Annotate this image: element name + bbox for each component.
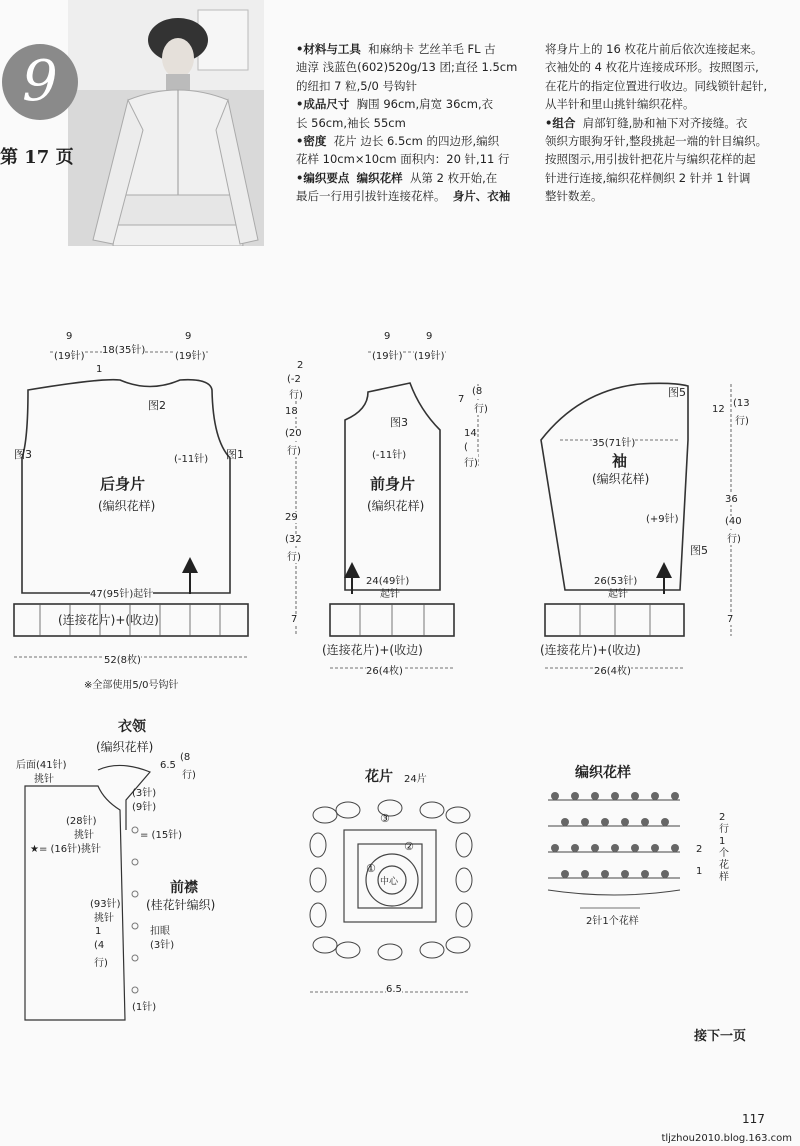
placket-dim-1: 1: [95, 926, 102, 937]
sleeve-cast-on: 26(53针): [594, 576, 638, 587]
continued-next-page: 接下一页: [694, 1029, 747, 1044]
sleeve-band-width: 26(4枚): [594, 662, 631, 677]
assembly-line: 按照图示,用引拔针把花片与编织花样的起: [545, 152, 756, 167]
sleeve-dim-7: 7: [727, 614, 734, 625]
placket-title: 前襟: [170, 880, 198, 896]
front-dim-8-unit: 行): [474, 400, 488, 415]
collar-star-16sts: ★= (16针)挑针: [30, 844, 102, 855]
back-fig2-label: 图2: [148, 399, 166, 412]
instruction-line: 从半针和里山挑针编织花样。: [545, 97, 695, 112]
stitch-pattern-title: 编织花样: [575, 765, 631, 781]
dim-29: 29: [285, 512, 298, 523]
size-line: 长 56cm,袖长 55cm: [296, 115, 406, 130]
collar-title: 衣领: [118, 719, 146, 735]
front-dec-label: (-11针): [372, 450, 407, 461]
stitch-rep-char: 2: [719, 812, 726, 823]
materials-line: 和麻纳卡 艺丝羊毛 FL 古: [368, 42, 496, 56]
sleeve-cast-on-label: 起针: [608, 589, 628, 600]
sleeve-band-label: (连接花片)+(收边): [540, 643, 641, 657]
sleeve-dim-36: 36: [725, 494, 738, 505]
motif-round-2: ②: [404, 840, 414, 853]
gauge-line: 花片 边长 6.5cm 的四边形,编织: [333, 134, 500, 149]
collar-15sts: = (15针): [140, 830, 183, 841]
key-points-line: 最后一行用引拔针连接花样。: [296, 189, 446, 204]
dim-18: 18: [285, 406, 298, 417]
placket-93sts-label: 挑针: [94, 913, 114, 924]
front-cast-on: 24(49针): [366, 576, 410, 587]
buttonhole-label: 扣眼: [150, 926, 170, 937]
front-width: 26(4枚): [366, 662, 403, 677]
back-subtitle: (编织花样): [98, 499, 156, 513]
sleeve-dim-12: 12: [712, 404, 725, 415]
collar-height-rows-unit: 行): [182, 770, 196, 781]
back-title: 后身片: [100, 475, 146, 493]
collar-height-rows: (8: [180, 752, 191, 763]
sleeve-subtitle: (编织花样): [592, 472, 650, 486]
front-band-label: (连接花片)+(收边): [322, 643, 423, 657]
footer-url: tljzhou2010.blog.163.com: [661, 1133, 792, 1144]
sleeve-inc: (+9针): [646, 514, 679, 525]
back-dim-top-left-sts: (19针): [54, 347, 85, 362]
front-dim-7: 7: [458, 394, 465, 405]
sleeve-dim-40: (40: [725, 516, 742, 527]
back-dim-top-right: 9: [185, 331, 192, 342]
front-title: 前身片: [370, 475, 416, 493]
buttonhole-sts: (3针): [150, 940, 175, 951]
collar-height: 6.5: [160, 760, 176, 771]
front-fig3-label: 图3: [390, 416, 408, 429]
pattern-number-badge: 9: [2, 44, 78, 120]
back-fig3-label: 图3: [14, 448, 32, 461]
back-band-label: (连接花片)+(收边): [58, 613, 159, 627]
instruction-line: 将身片上的 16 枚花片前后依次连接起来。: [545, 42, 763, 56]
page-reference: 第 17 页: [0, 147, 74, 168]
stitch-rep-char: 行: [719, 824, 729, 835]
stitch-rep-char: 样: [719, 872, 729, 883]
key-points-sub: 编织花样: [356, 170, 403, 185]
back-width: 52(8枚): [104, 651, 141, 666]
stitch-rep-2: 2: [696, 844, 703, 855]
front-dim-top-left: 9: [384, 331, 391, 342]
dim-2-rows: (-2: [287, 374, 301, 385]
stitch-rep-char: 花: [719, 860, 729, 871]
sleeve-dim-13: (13: [733, 398, 750, 409]
dim-29-rows: (32: [285, 534, 302, 545]
sleeve-fig5-side: 图5: [690, 544, 708, 557]
back-cast-on: 47(95针)起针: [90, 585, 153, 600]
front-dim-14-open: (: [464, 442, 468, 453]
key-points-label: •编织要点: [296, 170, 350, 185]
collar-3sts: (3针): [132, 788, 157, 799]
dim-18-rows: (20: [285, 428, 302, 439]
placket-dim-4: (4: [94, 940, 105, 951]
assembly-line: 针进行连接,编织花样侧织 2 针并 1 针调: [545, 170, 751, 185]
assembly-line: 整针数差。: [545, 189, 603, 204]
dim-2: 2: [297, 360, 304, 371]
motif-size: 6.5: [386, 984, 402, 995]
instruction-line: 在花片的指定位置进行收边。同线锁针起针,: [545, 78, 768, 93]
materials-label: •材料与工具: [296, 42, 361, 56]
front-cast-on-label: 起针: [380, 589, 400, 600]
front-dim-top-right-sts: (19针): [414, 347, 445, 362]
size-line: 胸围 96cm,肩宽 36cm,衣: [356, 97, 494, 112]
instruction-line: 衣袖处的 4 枚花片连接成环形。按照图示,: [545, 60, 759, 75]
back-dim-top-left: 9: [66, 331, 73, 342]
motif-round-3: ③: [380, 812, 390, 825]
motif-title: 花片: [365, 769, 393, 785]
sleeve-fig5-top: 图5: [668, 386, 686, 399]
sleeve-title: 袖: [612, 452, 628, 470]
gauge-line: 花样 10cm×10cm 面积内：20 针,11 行: [296, 152, 510, 167]
key-points-line: 从第 2 枚开始,在: [409, 170, 498, 185]
materials-line: 的纽扣 7 粒,5/0 号钩针: [296, 78, 417, 93]
front-dim-14: 14: [464, 428, 477, 439]
dim-7: 7: [291, 614, 298, 625]
placket-subtitle: (桂花针编织): [146, 898, 216, 912]
front-dim-8: (8: [472, 386, 483, 397]
collar-9sts: (9针): [132, 802, 157, 813]
stitch-rep-1: 1: [696, 866, 703, 877]
motif-center: 中心: [380, 877, 399, 887]
motif-round-1: ①: [366, 862, 376, 875]
key-points-sub: 身片、衣袖: [452, 189, 511, 204]
stitch-repeat-label: [719, 812, 729, 884]
back-dim-top-right-sts: (19针): [175, 347, 206, 362]
front-dim-14-unit: 行): [464, 454, 478, 469]
dim-2-rows-unit: 行): [289, 386, 303, 401]
back-fig1-label: 图1: [226, 448, 244, 461]
collar-subtitle: (编织花样): [96, 740, 154, 754]
back-dec-label: (-11针): [174, 454, 209, 465]
sleeve-dim-13-unit: 行): [735, 412, 749, 427]
dim-18-rows-unit: 行): [287, 442, 301, 457]
size-label: •成品尺寸: [296, 97, 350, 112]
collar-28sts-label: 挑针: [74, 830, 94, 841]
front-subtitle: (编织花样): [367, 499, 425, 513]
dim-29-rows-unit: 行): [287, 548, 301, 563]
hook-note: ※全部使用5/0号钩针: [84, 680, 179, 691]
collar-back-pickup: 后面(41针): [16, 760, 67, 771]
collar-back-pickup-label: 挑针: [34, 774, 54, 785]
assembly-label: •组合: [545, 115, 576, 130]
sleeve-dim-40-unit: 行): [727, 530, 741, 545]
front-dim-top-right: 9: [426, 331, 433, 342]
front-dim-top-left-sts: (19针): [372, 347, 403, 362]
placket-93sts: (93针): [90, 899, 121, 910]
stitch-rep-char: 个: [719, 848, 729, 859]
materials-line: 迪淳 浅蓝色(602)520g/13 团;直径 1.5cm: [296, 60, 518, 75]
stitch-repeat-width: 2针1个花样: [586, 916, 639, 927]
placket-1st: (1针): [132, 1002, 157, 1013]
back-dim-top-mid: 18(35针): [102, 341, 145, 356]
gauge-label: •密度: [296, 134, 327, 149]
page-number: 117: [742, 1112, 765, 1126]
motif-count: 24片: [404, 774, 427, 785]
assembly-line: 肩部钉缝,胁和袖下对齐接缝。衣: [582, 115, 748, 130]
sleeve-width: 35(71针): [592, 434, 635, 449]
back-neck-dim: 1: [96, 364, 103, 375]
placket-dim-4-unit: 行): [94, 958, 108, 969]
assembly-line: 领织方眼狗牙针,整段挑起一端的针目编织。: [545, 134, 768, 149]
stitch-rep-char: 1: [719, 836, 726, 847]
collar-28sts: (28针): [66, 816, 97, 827]
